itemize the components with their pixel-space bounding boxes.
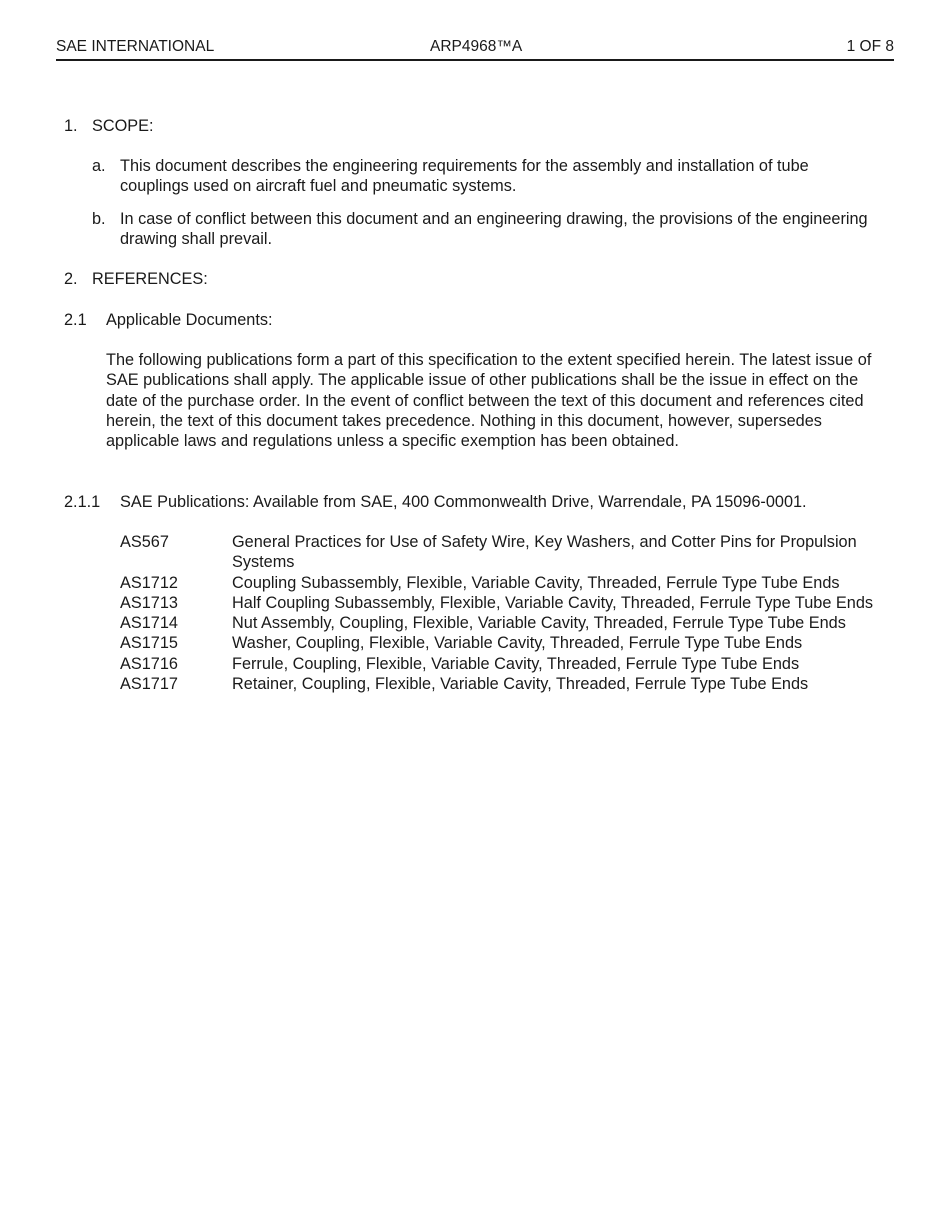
list-item	[120, 613, 880, 633]
section-title-scope: SCOPE:	[92, 117, 154, 135]
section-number-references: 2.	[64, 270, 78, 288]
publication-code: AS1716	[120, 654, 178, 673]
list-item	[120, 654, 880, 674]
list-item	[120, 593, 880, 613]
header-organization: SAE INTERNATIONAL	[56, 38, 215, 55]
section-title-sae-publications: SAE Publications: Available from SAE, 400 Commonwealth Drive, Warrendale, PA 15096-0001.	[120, 493, 807, 511]
list-item	[120, 674, 880, 694]
list-item	[120, 573, 880, 593]
scope-item-label-a: a.	[92, 157, 106, 175]
scope-item-text-b: In case of conflict between this document and an engineering drawing, the provisions of the engineering drawing shall prevail.	[120, 210, 868, 249]
publication-code: AS1714	[120, 614, 178, 633]
header-page-number: 1 OF 8	[846, 38, 894, 55]
publication-code: AS1712	[120, 573, 178, 592]
publication-code: AS567	[120, 533, 169, 551]
publication-title: Ferrule, Coupling, Flexible, Variable Cavity, Threaded, Ferrule Type Tube Ends	[232, 654, 800, 673]
scope-item-label-b: b.	[92, 210, 106, 228]
publication-title: Retainer, Coupling, Flexible, Variable Cavity, Threaded, Ferrule Type Tube Ends	[232, 675, 809, 694]
publication-title: Nut Assembly, Coupling, Flexible, Variable Cavity, Threaded, Ferrule Type Tube Ends	[232, 614, 846, 633]
publication-code: AS1717	[120, 675, 178, 694]
section-title-references: REFERENCES:	[92, 270, 208, 288]
section-number-applicable-documents: 2.1	[64, 311, 87, 329]
applicable-documents-paragraph: The following publications form a part of this specification to the extent specified herein. The latest issue of SAE publications shall apply. The applicable issue of other publications shall be the issue in effect on the date of the purchase order. In the event of conflict between the text of this document and references cited herein, the text of this document takes precedence. Nothing in this document, however, supersedes applicable laws and regulations unless a specific exemption has been obtained.	[106, 351, 872, 451]
scope-item-text-a: This document describes the engineering requirements for the assembly and installation of tube couplings used on aircraft fuel and pneumatic systems.	[120, 157, 809, 196]
publication-title: Half Coupling Subassembly, Flexible, Variable Cavity, Threaded, Ferrule Type Tube Ends	[232, 593, 874, 612]
list-item	[120, 532, 880, 573]
sae-publications-list	[120, 532, 880, 694]
list-item	[120, 633, 880, 653]
publication-code: AS1715	[120, 634, 178, 653]
section-number-scope: 1.	[64, 117, 78, 135]
publication-title: General Practices for Use of Safety Wire, Key Washers, and Cotter Pins for Propulsion Systems	[232, 533, 857, 572]
section-title-applicable-documents: Applicable Documents:	[106, 311, 273, 329]
publication-code: AS1713	[120, 593, 178, 612]
page-header	[56, 38, 894, 61]
header-document-id: ARP4968™A	[430, 38, 523, 55]
section-number-sae-publications: 2.1.1	[64, 493, 101, 511]
publication-title: Coupling Subassembly, Flexible, Variable Cavity, Threaded, Ferrule Type Tube Ends	[232, 573, 840, 592]
publication-title: Washer, Coupling, Flexible, Variable Cavity, Threaded, Ferrule Type Tube Ends	[232, 634, 803, 653]
